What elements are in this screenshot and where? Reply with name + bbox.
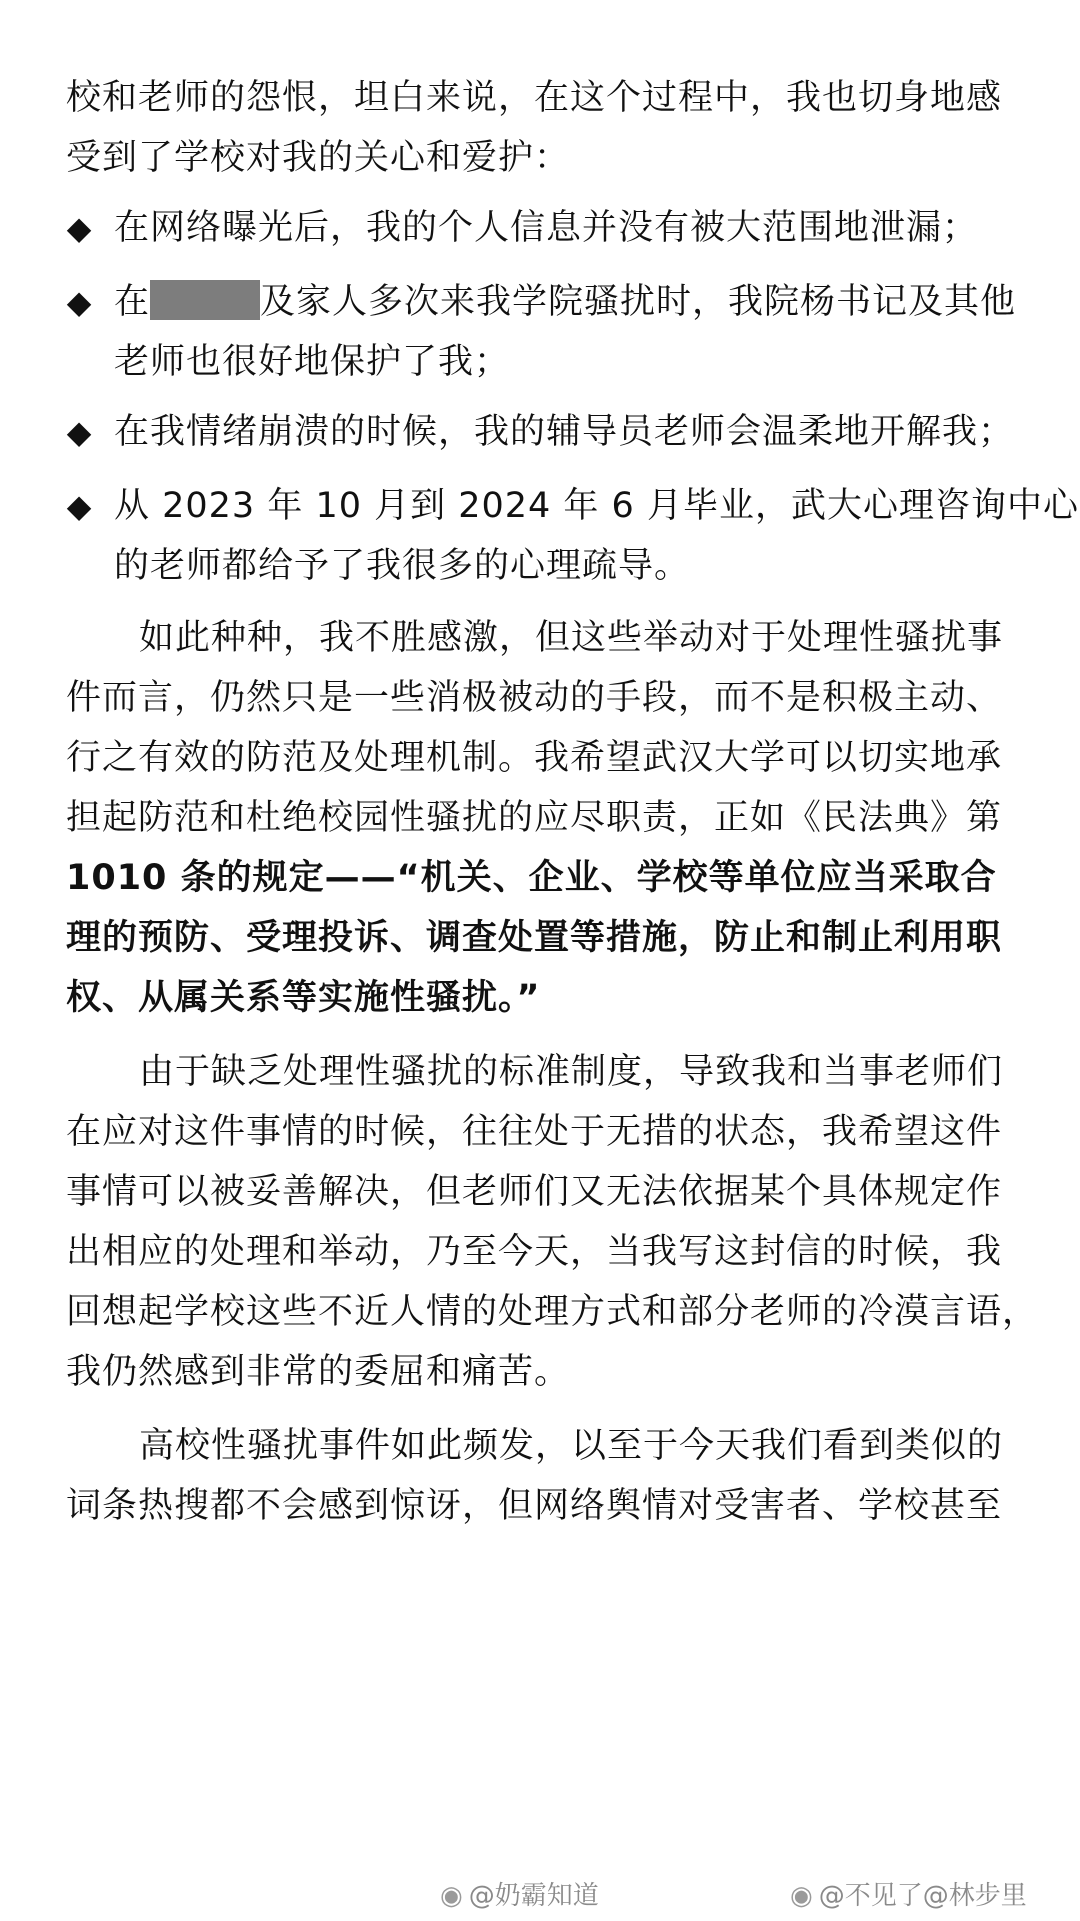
- weibo-logo-icon: ◉: [440, 1881, 463, 1911]
- bullet-item-text: 在网络曝光后，我的个人信息并没有被大范围地泄漏；: [114, 208, 979, 248]
- text-line: 在应对这件事情的时候，往往处于无措的状态，我希望这件: [66, 1112, 1003, 1152]
- text-line: 老师也很好地保护了我；: [114, 342, 511, 382]
- watermark-right: [790, 1876, 1027, 1916]
- text-line: 受到了学校对我的关心和爱护：: [66, 138, 571, 178]
- text-line: 回想起学校这些不近人情的处理方式和部分老师的冷漠言语，: [66, 1292, 1039, 1332]
- paragraph-first-line: 由于缺乏处理性骚扰的标准制度，导致我和当事老师们: [139, 1052, 1004, 1092]
- bullet-item-text: 从 2023 年 10 月到 2024 年 6 月毕业，武大心理咨询中心: [114, 486, 1079, 526]
- bullet-item-text: 在我情绪崩溃的时候，我的辅导员老师会温柔地开解我；: [114, 412, 1015, 452]
- text-line: 行之有效的防范及处理机制。我希望武汉大学可以切实地承: [66, 738, 1003, 778]
- bullet-item-text: [114, 280, 1080, 324]
- watermark-left-text: @奶霸知道: [468, 1881, 599, 1911]
- text-line-bold: 权、从属关系等实施性骚扰。”: [66, 978, 541, 1018]
- bullet-diamond-icon: ◆: [66, 283, 92, 321]
- text-line: 校和老师的怨恨，坦白来说，在这个过程中，我也切身地感: [66, 78, 1003, 118]
- redaction-block: [150, 280, 260, 320]
- text-line-bold: 理的预防、受理投诉、调查处置等措施，防止和制止利用职: [66, 918, 1003, 958]
- text-line: 事情可以被妥善解决，但老师们又无法依据某个具体规定作: [66, 1172, 1003, 1212]
- paragraph-first-line: 高校性骚扰事件如此频发，以至于今天我们看到类似的: [139, 1426, 1004, 1466]
- watermark-left: [440, 1876, 599, 1916]
- bullet-diamond-icon: ◆: [66, 209, 92, 247]
- text-line-bold: 1010 条的规定——“机关、企业、学校等单位应当采取合: [66, 858, 997, 898]
- bullet-diamond-icon: ◆: [66, 487, 92, 525]
- text-line: 担起防范和杜绝校园性骚扰的应尽职责，正如《民法典》第: [66, 798, 1003, 838]
- bullet-diamond-icon: ◆: [66, 413, 92, 451]
- watermark-right-text: @不见了@林步里: [818, 1881, 1027, 1911]
- text-line: 词条热搜都不会感到惊讶，但网络舆情对受害者、学校甚至: [66, 1486, 1003, 1526]
- text-line: 件而言，仍然只是一些消极被动的手段，而不是积极主动、: [66, 678, 1003, 718]
- text-line: 的老师都给予了我很多的心理疏导。: [114, 546, 691, 586]
- paragraph-first-line: 如此种种，我不胜感激，但这些举动对于处理性骚扰事: [139, 618, 1004, 658]
- text-fragment: 及家人多次来我学院骚扰时，我院杨书记及其他: [260, 282, 1017, 322]
- text-line: 我仍然感到非常的委屈和痛苦。: [66, 1352, 571, 1392]
- text-line: 出相应的处理和举动，乃至今天，当我写这封信的时候，我: [66, 1232, 1003, 1272]
- weibo-logo-icon: ◉: [790, 1881, 813, 1911]
- text-fragment: 在: [114, 282, 151, 322]
